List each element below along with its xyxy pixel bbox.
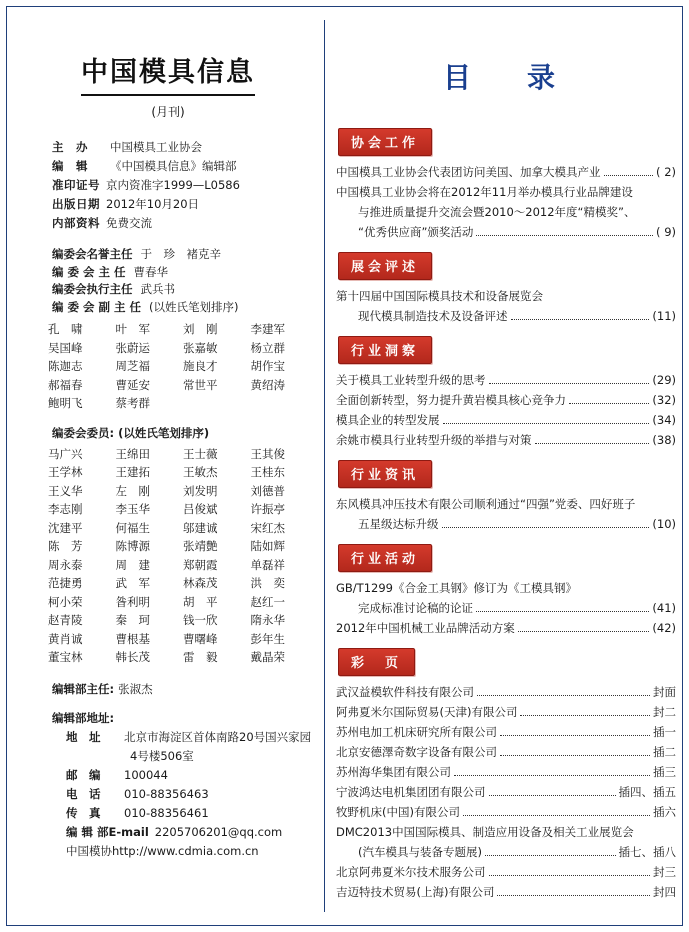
toc-entry[interactable] — [336, 762, 676, 782]
info-label: 主 办 — [52, 140, 88, 154]
name-cell: 陈迦志 — [48, 359, 83, 373]
name-cell: 孔 啸 — [48, 322, 83, 336]
board-row — [52, 299, 318, 317]
board-row — [52, 281, 318, 299]
toc-page-number: 插六 — [653, 805, 676, 819]
name-cell: 刘德普 — [250, 483, 285, 498]
toc-page-number: (11) — [652, 309, 676, 323]
name-cell: 王其俊 — [250, 446, 285, 461]
name-cell: 赵红一 — [250, 594, 285, 609]
name-row — [48, 611, 318, 630]
toc-page-number: 封三 — [653, 865, 676, 879]
name-cell: 董宝林 — [48, 650, 83, 664]
name-cell: 邬建诚 — [183, 520, 218, 535]
name-row — [48, 593, 318, 612]
info-value: 京内资准字1999—L0586 — [106, 178, 240, 192]
name-row — [48, 574, 318, 593]
name-cell: 何福生 — [115, 520, 150, 535]
name-row — [48, 376, 318, 395]
toc-entry-text: 现代模具制造技术及设备评述 — [358, 309, 508, 323]
board-row — [52, 246, 318, 264]
name-cell: 王义华 — [48, 483, 83, 498]
name-cell: 戴晶荣 — [250, 650, 285, 664]
name-cell: 周永泰 — [48, 557, 83, 572]
toc-leader-dots — [476, 234, 653, 236]
info-value: 《中国模具信息》编辑部 — [110, 159, 237, 173]
board-value: 于 珍 褚克辛 — [140, 247, 221, 261]
name-row — [48, 445, 318, 464]
contact-key: 电 话 — [66, 786, 101, 801]
info-row — [52, 176, 318, 194]
name-cell: 蔡考群 — [115, 396, 150, 410]
toc-page-number: (10) — [652, 517, 676, 531]
name-cell: 钱一欣 — [183, 613, 218, 627]
toc-leader-dots — [569, 402, 649, 404]
name-cell: 林森茂 — [183, 576, 218, 590]
toc-entry[interactable] — [336, 882, 676, 902]
name-cell: 吴国峰 — [48, 340, 83, 355]
toc-entry-text: DMC2013中国国际模具、制造应用设备及相关工业展览会 — [336, 825, 634, 839]
toc-section-header — [338, 336, 432, 364]
name-row — [48, 357, 318, 376]
toc-entry[interactable] — [336, 390, 676, 410]
name-cell: 陆如辉 — [250, 539, 285, 553]
toc-entry-text: 余姚市模具行业转型升级的举措与对策 — [336, 433, 532, 447]
toc-page-number: 插二 — [653, 745, 676, 759]
toc-page-number: (42) — [652, 621, 676, 635]
name-cell: 赵青陵 — [48, 613, 83, 627]
toc-entry-text: 东风模具冲压技术有限公司顺利通过“四强”党委、四好班子 — [336, 497, 636, 511]
toc-entry-text: 牧野机床(中国)有限公司 — [336, 805, 460, 819]
toc-page-number: 插三 — [653, 765, 676, 779]
column-divider — [324, 20, 325, 912]
toc-entry-text: 关于模具工业转型升级的思考 — [336, 373, 486, 387]
name-cell: 刘发明 — [183, 483, 218, 498]
contact-row-email — [52, 823, 318, 842]
name-cell — [183, 394, 251, 413]
table-of-contents — [336, 22, 676, 912]
vice-chair-list — [18, 320, 318, 413]
toc-title — [336, 56, 676, 96]
info-row — [52, 157, 318, 175]
name-row — [48, 630, 318, 649]
contact-row-website — [52, 842, 318, 861]
toc-leader-dots — [442, 526, 650, 528]
board-label: 编 委 会 副 主 任 — [52, 299, 142, 314]
toc-entry-text: 完成标准讨论稿的论证 — [358, 601, 473, 615]
toc-page-number: (34) — [652, 413, 676, 427]
contact-heading: 编辑部地址: — [52, 710, 115, 725]
name-cell: 郝福春 — [48, 377, 83, 392]
name-row — [48, 320, 318, 339]
website-link[interactable]: 中国模协http://www.cdmia.com.cn — [66, 843, 259, 858]
name-cell: 李建军 — [250, 322, 285, 336]
toc-entry-text: 苏州海华集团有限公司 — [336, 765, 451, 779]
name-cell: 周 建 — [115, 557, 150, 572]
name-row — [48, 556, 318, 575]
info-row — [52, 195, 318, 213]
toc-entry-text: 中国模具工业协会将在2012年11月举办模具行业品牌建设 — [336, 185, 633, 199]
toc-entry[interactable] — [336, 618, 676, 638]
name-row — [48, 648, 318, 667]
name-cell: 张嘉敏 — [183, 340, 218, 355]
info-value: 2012年10月20日 — [106, 197, 200, 211]
name-cell: 张蔚运 — [115, 340, 150, 355]
name-cell: 许振亭 — [250, 502, 285, 516]
toc-leader-dots — [489, 794, 616, 796]
toc-entry[interactable] — [336, 802, 676, 822]
toc-entry-text: 武汉益模软件科技有限公司 — [336, 685, 474, 699]
name-cell: 彭年生 — [250, 631, 285, 646]
name-cell: 范捷勇 — [48, 576, 83, 590]
toc-entry-text: (汽车模具与装备专题展) — [358, 845, 482, 859]
toc-page-number: ( 2) — [656, 165, 676, 179]
name-row — [48, 394, 318, 413]
name-row — [48, 519, 318, 538]
name-cell: 曹根基 — [115, 631, 150, 646]
toc-page-number: (32) — [652, 393, 676, 407]
toc-entry[interactable] — [336, 514, 676, 534]
section-tag: 彩 页 — [338, 648, 415, 676]
name-cell: 王桂东 — [250, 465, 285, 479]
name-cell: 昝利明 — [115, 594, 150, 609]
toc-page-number: 封四 — [653, 885, 676, 899]
toc-entry[interactable] — [336, 202, 676, 222]
members-list — [18, 445, 318, 667]
board-label: 编 委 会 主 任 — [52, 264, 126, 279]
name-cell: 叶 军 — [115, 322, 150, 336]
contact-email-value: 2205706201@qq.com — [154, 824, 283, 839]
name-cell: 柯小荣 — [48, 594, 83, 609]
toc-entry[interactable] — [336, 822, 676, 842]
toc-page-number: 封二 — [653, 705, 676, 719]
toc-leader-dots — [443, 422, 650, 424]
board-label: 编委会名誉主任 — [52, 247, 133, 261]
name-cell: 黄肖诚 — [48, 631, 83, 646]
board-value: 曹春华 — [133, 264, 169, 279]
toc-entry-text: 宁波鸿达电机集团团有限公司 — [336, 785, 486, 799]
contact-value: 北京市海淀区首体南路20号国兴家园 — [124, 729, 312, 744]
name-cell: 左 刚 — [115, 483, 150, 498]
left-column — [18, 22, 318, 912]
toc-leader-dots — [500, 754, 650, 756]
name-cell: 王敏杰 — [183, 465, 218, 479]
contact-row — [52, 785, 318, 804]
name-cell: 张靖艶 — [183, 539, 218, 553]
contact-key: 编 辑 部E-mail — [66, 824, 149, 839]
editor-in-chief-value: 张淑杰 — [118, 681, 153, 696]
board-value: 武兵书 — [140, 282, 175, 296]
toc-title-text: 目 录 — [442, 61, 569, 94]
toc-entry[interactable] — [336, 702, 676, 722]
contact-block — [18, 709, 318, 861]
name-cell: 吕俊斌 — [183, 502, 218, 516]
name-cell: 王绵田 — [115, 446, 150, 461]
toc-leader-dots — [477, 694, 650, 696]
info-row — [52, 138, 318, 156]
contact-row — [52, 747, 318, 766]
magazine-subtitle: (月刊) — [151, 105, 185, 119]
toc-page-number: (38) — [652, 433, 676, 447]
toc-entry-text: 全面创新转型，努力提升黄岩模具核心竞争力 — [336, 393, 566, 407]
toc-entry[interactable] — [336, 162, 676, 182]
toc-entry-text: 模具企业的转型发展 — [336, 413, 440, 427]
toc-entry[interactable] — [336, 306, 676, 326]
editorial-board — [18, 246, 318, 316]
name-cell: 杨立群 — [250, 340, 285, 355]
toc-entry-text: 北京阿弗夏米尔技术服务公司 — [336, 865, 486, 879]
name-cell: 单磊祥 — [250, 557, 285, 572]
name-cell: 鲍明飞 — [48, 396, 83, 410]
toc-leader-dots — [485, 854, 616, 856]
name-cell: 陈 芳 — [48, 539, 83, 553]
editor-in-chief-label: 编辑部主任: — [52, 681, 115, 696]
name-cell: 刘 刚 — [183, 322, 218, 336]
toc-entry-text: 五星级达标升级 — [358, 517, 439, 531]
toc-leader-dots — [500, 734, 650, 736]
magazine-title: 中国模具信息 — [81, 50, 255, 96]
toc-leader-dots — [497, 894, 650, 896]
name-cell: 秦 珂 — [115, 613, 150, 627]
name-cell — [251, 394, 319, 413]
toc-entry-text: 阿弗夏米尔国际贸易(天津)有限公司 — [336, 705, 518, 719]
name-cell: 郑朝霞 — [183, 557, 218, 572]
toc-leader-dots — [520, 714, 650, 716]
toc-entry-text: 吉迈特技术贸易(上海)有限公司 — [336, 885, 495, 899]
toc-entry-text: “优秀供应商”颁奖活动 — [358, 225, 474, 239]
contact-key: 地 址 — [66, 729, 101, 744]
toc-leader-dots — [535, 442, 650, 444]
toc-entry[interactable] — [336, 578, 676, 598]
toc-leader-dots — [604, 174, 654, 176]
toc-entry[interactable] — [336, 494, 676, 514]
toc-page-number: ( 9) — [656, 225, 676, 239]
board-value: (以姓氏笔划排序) — [149, 299, 239, 314]
name-cell: 沈建平 — [48, 520, 83, 535]
toc-entry-text: 苏州电加工机床研究所有限公司 — [336, 725, 497, 739]
toc-page-number: (41) — [652, 601, 676, 615]
toc-entry-text: GB/T1299《合金工具钢》修订为《工模具钢》 — [336, 581, 577, 595]
toc-entry-text: 与推进质量提升交流会暨2010～2012年度“精模奖”、 — [358, 205, 636, 219]
section-tag: 行业资讯 — [338, 460, 432, 488]
name-cell: 胡 平 — [183, 594, 218, 609]
toc-section-header — [338, 128, 432, 156]
toc-entry[interactable] — [336, 182, 676, 202]
info-value: 中国模具工业协会 — [110, 140, 202, 154]
name-cell: 胡作宝 — [250, 359, 285, 373]
section-tag: 展会评述 — [338, 252, 432, 280]
toc-entry[interactable] — [336, 862, 676, 882]
contact-key: 传 真 — [66, 805, 101, 820]
name-cell: 韩长茂 — [115, 650, 150, 664]
toc-entry-text: 2012年中国机械工业品牌活动方案 — [336, 621, 515, 635]
name-cell: 李玉华 — [115, 502, 150, 516]
members-title: 编委会委员: (以姓氏笔划排序) — [52, 425, 210, 440]
toc-leader-dots — [463, 814, 650, 816]
contact-value: 4号楼506室 — [130, 748, 194, 763]
name-cell: 曹延安 — [115, 377, 150, 392]
name-cell: 隋永华 — [250, 613, 285, 627]
info-label: 出版日期 — [52, 197, 100, 211]
name-row — [48, 339, 318, 358]
publication-info — [18, 138, 318, 232]
toc-entry[interactable] — [336, 782, 676, 802]
toc-entry[interactable] — [336, 286, 676, 306]
toc-section-header — [338, 648, 415, 676]
toc-entry-text: 北京安德澤奇数字设备有限公司 — [336, 745, 497, 759]
editor-in-chief — [18, 681, 318, 697]
contact-row — [52, 766, 318, 785]
section-tag: 行业活动 — [338, 544, 432, 572]
section-tag: 行业洞察 — [338, 336, 432, 364]
name-cell: 马广兴 — [48, 446, 83, 461]
info-row — [52, 214, 318, 232]
name-row — [48, 500, 318, 519]
toc-entry[interactable] — [336, 222, 676, 242]
toc-leader-dots — [489, 382, 650, 384]
toc-entry[interactable] — [336, 430, 676, 450]
toc-section-header — [338, 460, 432, 488]
toc-entry[interactable] — [336, 370, 676, 390]
toc-entry[interactable] — [336, 410, 676, 430]
board-label: 编委会执行主任 — [52, 282, 133, 296]
masthead — [18, 50, 318, 120]
name-cell: 王士薇 — [183, 446, 218, 461]
name-cell: 周芝福 — [115, 359, 150, 373]
info-label: 编 辑 — [52, 159, 88, 173]
name-cell: 陈博源 — [115, 539, 150, 553]
toc-leader-dots — [511, 318, 650, 320]
contact-value: 010-88356461 — [124, 805, 209, 820]
toc-page-number: 封面 — [653, 685, 676, 699]
toc-page-number: 插一 — [653, 725, 676, 739]
toc-leader-dots — [518, 630, 650, 632]
board-row — [52, 264, 318, 282]
toc-entry-text: 第十四届中国国际模具技术和设备展览会 — [336, 289, 543, 303]
toc-leader-dots — [476, 610, 649, 612]
name-cell: 常世平 — [183, 377, 218, 392]
contact-value: 100044 — [124, 767, 168, 782]
name-cell: 王学林 — [48, 465, 83, 479]
name-row — [48, 463, 318, 482]
info-label: 内部资料 — [52, 216, 100, 230]
toc-entry[interactable] — [336, 682, 676, 702]
name-cell: 王建拓 — [115, 465, 150, 479]
name-cell: 施良才 — [183, 359, 218, 373]
name-cell: 曹曙峰 — [183, 631, 218, 646]
name-cell: 宋红杰 — [250, 520, 285, 535]
toc-entry[interactable] — [336, 722, 676, 742]
toc-leader-dots — [454, 774, 650, 776]
info-label: 准印证号 — [52, 178, 100, 192]
toc-section-header — [338, 252, 432, 280]
toc-page-number: (29) — [652, 373, 676, 387]
contact-value: 010-88356463 — [124, 786, 209, 801]
toc-entry[interactable] — [336, 842, 676, 862]
name-cell: 雷 毅 — [183, 650, 218, 664]
contact-key: 邮 编 — [66, 767, 101, 782]
section-tag: 协会工作 — [338, 128, 432, 156]
name-cell: 李志刚 — [48, 502, 83, 516]
info-value: 免费交流 — [106, 216, 152, 230]
name-cell: 洪 奕 — [250, 576, 285, 590]
name-row — [48, 482, 318, 501]
toc-entry-text: 中国模具工业协会代表团访问美国、加拿大模具产业 — [336, 165, 601, 179]
toc-section-header — [338, 544, 432, 572]
contact-row — [52, 804, 318, 823]
toc-leader-dots — [489, 874, 651, 876]
toc-entry[interactable] — [336, 742, 676, 762]
name-cell: 黄绍涛 — [250, 377, 285, 392]
toc-entry[interactable] — [336, 598, 676, 618]
name-row — [48, 537, 318, 556]
toc-page-number: 插四、插五 — [618, 785, 676, 799]
toc-page-number: 插七、插八 — [618, 845, 676, 859]
contact-row — [52, 728, 318, 747]
name-cell: 武 军 — [115, 576, 150, 590]
